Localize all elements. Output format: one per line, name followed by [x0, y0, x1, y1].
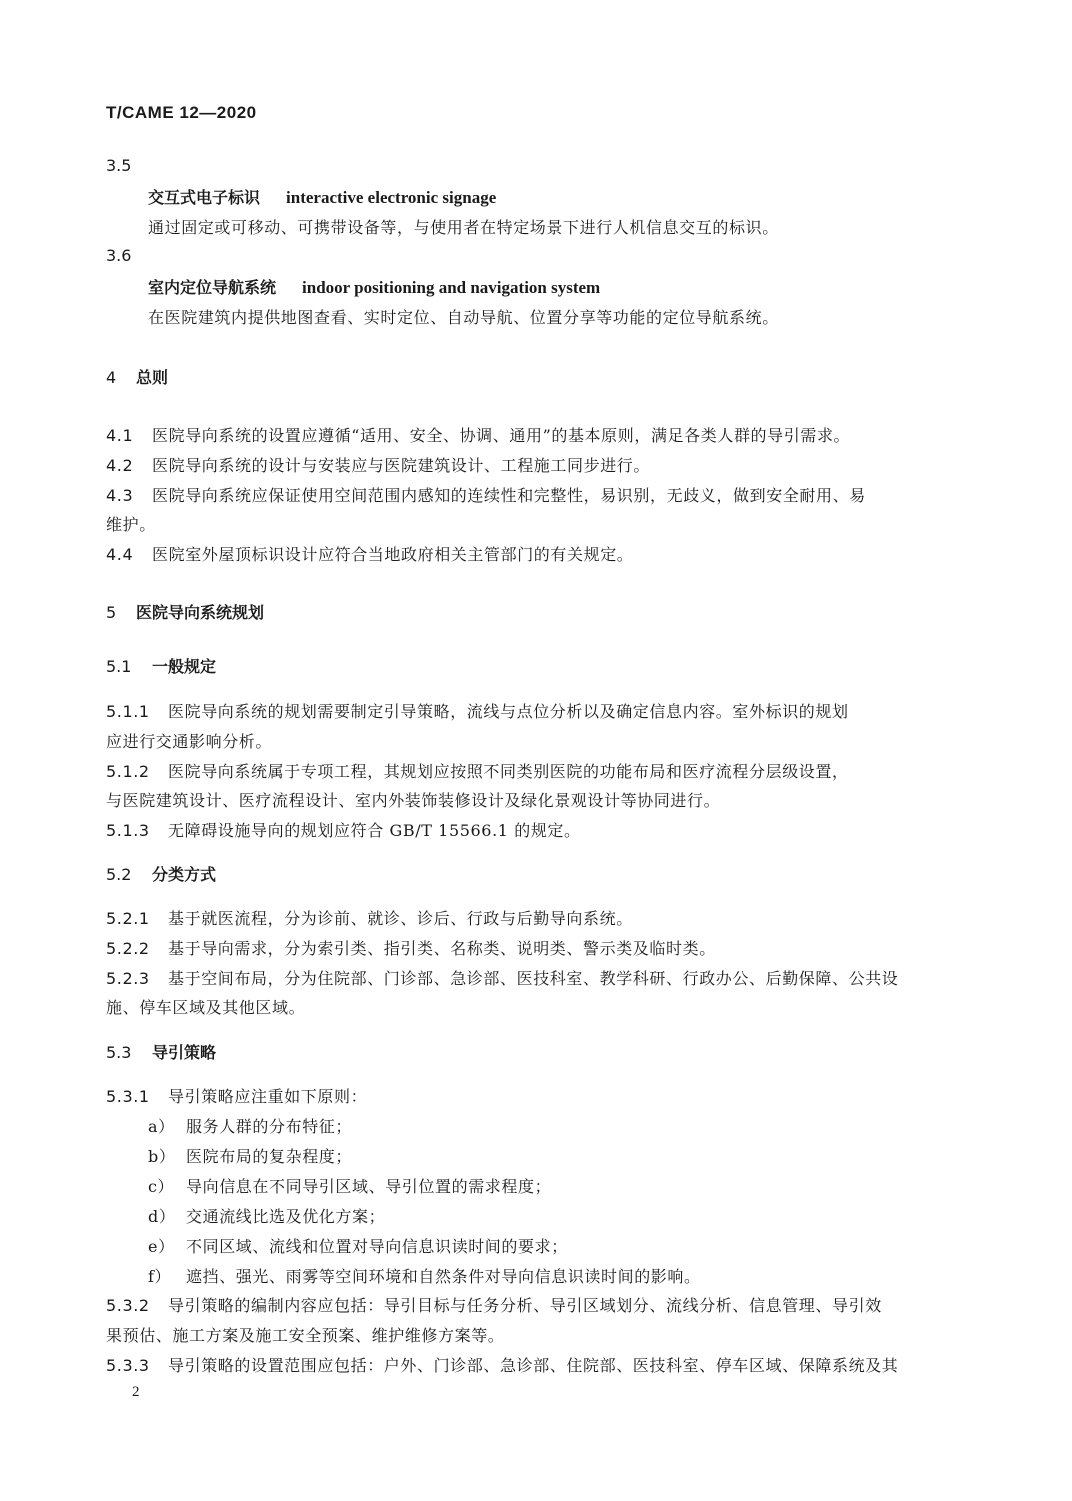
- term-english: indoor positioning and navigation system: [302, 278, 601, 297]
- section-heading: [106, 600, 264, 623]
- clause-text: 医院导向系统属于专项工程，其规划应按照不同类别医院的功能布局和医疗流程分层级设置，: [168, 762, 849, 781]
- clause: [106, 542, 633, 565]
- list-marker: c）: [148, 1177, 175, 1196]
- term-entry: [148, 185, 496, 208]
- clause: [106, 423, 850, 446]
- clause: [106, 906, 633, 929]
- clause-number: 3.5: [106, 156, 132, 175]
- clause-text: 基于就医流程，分为诊前、就诊、诊后、行政与后勤导向系统。: [168, 909, 633, 928]
- section-heading: [106, 365, 168, 388]
- clause-number: 5.3.3: [106, 1356, 150, 1375]
- clause-text-continued: 果预估、施工方案及施工安全预案、维护维修方案等。: [106, 1326, 505, 1345]
- clause-number: 5.2.3: [106, 969, 150, 988]
- subsection-number: 5.1: [106, 657, 132, 676]
- clause-text: 基于导向需求，分为索引类、指引类、名称类、说明类、警示类及临时类。: [168, 939, 716, 958]
- subsection-heading: [106, 862, 216, 885]
- list-marker: e）: [148, 1237, 175, 1256]
- subsection-number: 5.2: [106, 865, 132, 884]
- subsection-title: 导引策略: [152, 1043, 217, 1062]
- list-item-text: 交通流线比选及优化方案；: [186, 1207, 386, 1226]
- clause-text-continued: 施、停车区域及其他区域。: [106, 998, 306, 1017]
- list-item-text: 服务人群的分布特征；: [186, 1117, 353, 1136]
- clause-text: 导引策略的编制内容应包括：导引目标与任务分析、导引区域划分、流线分析、信息管理、导引效: [168, 1296, 882, 1315]
- clause-number: 5.3.1: [106, 1087, 150, 1106]
- clause: [106, 966, 898, 989]
- clause-text: 导引策略的设置范围应包括：户外、门诊部、急诊部、住院部、医技科室、停车区域、保障系统及其: [168, 1356, 899, 1375]
- clause-text-continued: 维护。: [106, 515, 156, 534]
- clause: [106, 453, 650, 476]
- section-title: 医院导向系统规划: [136, 603, 265, 622]
- list-marker: f）: [148, 1267, 172, 1286]
- list-item-text: 不同区域、流线和位置对导向信息识读时间的要求；: [186, 1237, 568, 1256]
- section-title: 总则: [136, 368, 169, 387]
- clause: [106, 936, 716, 959]
- page-number: 2: [132, 1384, 140, 1400]
- list-item: [148, 1234, 568, 1257]
- list-item: [148, 1114, 352, 1137]
- clause-number: 4.3: [106, 486, 134, 505]
- clause-text: 医院导向系统的设置应遵循“适用、安全、协调、通用”的基本原则，满足各类人群的导引需求。: [152, 426, 851, 445]
- clause-text: 无障碍设施导向的规划应符合 GB/T 15566.1 的规定。: [168, 821, 581, 840]
- clause: [106, 818, 581, 841]
- list-item: [148, 1264, 701, 1287]
- clause-text-continued: 应进行交通影响分析。: [106, 732, 273, 751]
- term-chinese: 交互式电子标识: [148, 188, 261, 207]
- clause-number: 5.1.1: [106, 702, 150, 721]
- list-marker: b）: [148, 1147, 176, 1166]
- clause-number: 5.1.2: [106, 762, 150, 781]
- subsection-heading: [106, 1040, 216, 1063]
- clause-text: 医院室外屋顶标识设计应符合当地政府相关主管部门的有关规定。: [152, 545, 634, 564]
- list-item: [148, 1144, 352, 1167]
- list-item-text: 遮挡、强光、雨雾等空间环境和自然条件对导向信息识读时间的影响。: [186, 1267, 701, 1286]
- list-item-text: 导向信息在不同导引区域、导引位置的需求程度；: [186, 1177, 552, 1196]
- clause: [106, 1293, 882, 1316]
- clause: [106, 483, 866, 506]
- subsection-title: 分类方式: [152, 865, 217, 884]
- term-chinese: 室内定位导航系统: [148, 278, 277, 297]
- clause-text-continued: 与医院建筑设计、医疗流程设计、室内外装饰装修设计及绿化景观设计等协同进行。: [106, 791, 721, 810]
- clause-number: 5.3.2: [106, 1296, 150, 1315]
- clause: [106, 1084, 367, 1107]
- list-item: [148, 1204, 385, 1227]
- subsection-number: 5.3: [106, 1043, 132, 1062]
- clause-text: 基于空间布局，分为住院部、门诊部、急诊部、医技科室、教学科研、行政办公、后勤保障、公共设: [168, 969, 899, 988]
- subsection-title: 一般规定: [152, 657, 217, 676]
- standard-id: T/CAME 12—2020: [106, 103, 257, 122]
- term-english: interactive electronic signage: [286, 188, 497, 207]
- subsection-heading: [106, 654, 216, 677]
- clause-number: 4.1: [106, 426, 134, 445]
- clause-text: 导引策略应注重如下原则：: [168, 1087, 368, 1106]
- clause: [106, 759, 849, 782]
- term-definition: 通过固定或可移动、可携带设备等，与使用者在特定场景下进行人机信息交互的标识。: [148, 218, 779, 237]
- term-entry: [148, 275, 600, 298]
- clause-text: 医院导向系统应保证使用空间范围内感知的连续性和完整性，易识别，无歧义，做到安全耐用、易: [152, 486, 866, 505]
- clause-text: 医院导向系统的规划需要制定引导策略，流线与点位分析以及确定信息内容。室外标识的规划: [168, 702, 849, 721]
- clause-number: 4.4: [106, 545, 134, 564]
- clause: [106, 1353, 898, 1376]
- clause-number: 4.2: [106, 456, 134, 475]
- clause-number: 5.2.2: [106, 939, 150, 958]
- clause-text: 医院导向系统的设计与安装应与医院建筑设计、工程施工同步进行。: [152, 456, 651, 475]
- list-marker: a）: [148, 1117, 175, 1136]
- clause: [106, 699, 849, 722]
- clause-number: 5.1.3: [106, 821, 150, 840]
- clause-number: 5.2.1: [106, 909, 150, 928]
- section-number: 5: [106, 603, 117, 622]
- section-number: 4: [106, 368, 117, 387]
- list-marker: d）: [148, 1207, 176, 1226]
- term-definition: 在医院建筑内提供地图查看、实时定位、自动导航、位置分享等功能的定位导航系统。: [148, 308, 779, 327]
- clause-number: 3.6: [106, 246, 132, 265]
- list-item-text: 医院布局的复杂程度；: [186, 1147, 353, 1166]
- list-item: [148, 1174, 551, 1197]
